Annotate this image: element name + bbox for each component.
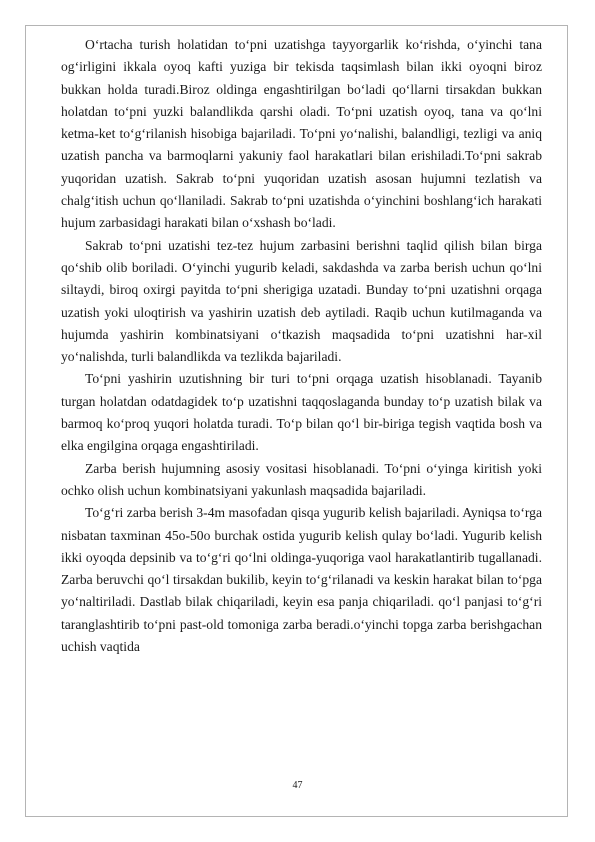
document-body bbox=[61, 34, 542, 658]
paragraph-5: To‘g‘ri zarba berish 3-4m masofadan qisqa yugurib kelish bajariladi. Ayniqsa to‘rga nisbatan taxminan 45o-50o burchak ostida yugurib kelish qulay bo‘ladi. Yugurib kelish ikki oyoqda depsinib va to‘g‘ri qo‘lni oldinga-yuqoriga vaol harakatlantirib tugallanadi. Zarba beruvchi qo‘l tirsakdan bukilib, keyin to‘g‘rilanadi va keskin harakat bilan to‘pga yo‘naltiriladi. Dastlab bilak chiqariladi, keyin esa panja chiqariladi. qo‘l panjasi to‘g‘ri taranglashtirib to‘pni past-old tomoniga zarba beradi.o‘yinchi topga zarba berishgachan uchish vaqtida bbox=[61, 505, 542, 655]
paragraph-1: O‘rtacha turish holatidan to‘pni uzatishga tayyorgarlik ko‘rishda, o‘yinchi tana og‘irligini ikkala oyoq kafti yuziga bir tekisda taqsimlash bilan ikki oyoqni biroz bukkan holda turadi.Biroz oldinga engashtirilgan bo‘ladi qo‘llarni tirsakdan bukkan holatdan to‘pni yuzki balandlikda qarshi oladi. To‘pni uzatish oyoq, tana va qo‘lni ketma-ket to‘g‘rilanish hisobiga bajariladi. To‘pni yo‘nalishi, balandligi, tezligi va aniq uzatish pancha va barmoqlarni yakuniy faol harakatlari bilan erishiladi.To‘pni sakrab yuqoridan uzatish. Sakrab to‘pni yuqoridan uzatish asosan hujumni tezlatish va chalg‘itish uchun qo‘llaniladi. Sakrab to‘pni uzatishda o‘yinchini boshlang‘ich harakati hujum zarbasidagi harakati bilan o‘xshash bo‘ladi. bbox=[61, 37, 542, 231]
paragraph-4: Zarba berish hujumning asosiy vositasi hisoblanadi. To‘pni o‘yinga kiritish yoki ochko olish uchun kombinatsiyani yakunlash maqsadida bajariladi. bbox=[61, 460, 542, 498]
paragraph-3: To‘pni yashirin uzutishning bir turi to‘pni orqaga uzatish hisoblanadi. Tayanib turgan holatdan odatdagidek to‘p uzatishni taqqoslaganda bunday to‘p uzatish bilak va barmoq ko‘proq yuqori holatda turadi. To‘p bilan qo‘l bir-biriga tegish vaqtida bosh va elka engilgina orqaga engashtiriladi. bbox=[61, 371, 542, 454]
paragraph-2: Sakrab to‘pni uzatishi tez-tez hujum zarbasini berishni taqlid qilish bilan birga qo‘shib olib boriladi. O‘yinchi yugurib keladi, sakdashda va zarba berish uchun qo‘lni siltaydi, biroq oxirgi payitda to‘pni sherigiga uzatadi. Bunday to‘pni uzatishni orqaga uzatish yoki uloqtirish va yashirin uzatish deb aytiladi. Raqib uchun kutilmaganda va hujumda yashirin kombinatsiyani o‘tkazish maqsadida to‘pni uzatishni har-xil yo‘nalishda, turli balandlikda va tezlikda bajariladi. bbox=[61, 237, 542, 365]
page-number: 47 bbox=[292, 780, 303, 791]
